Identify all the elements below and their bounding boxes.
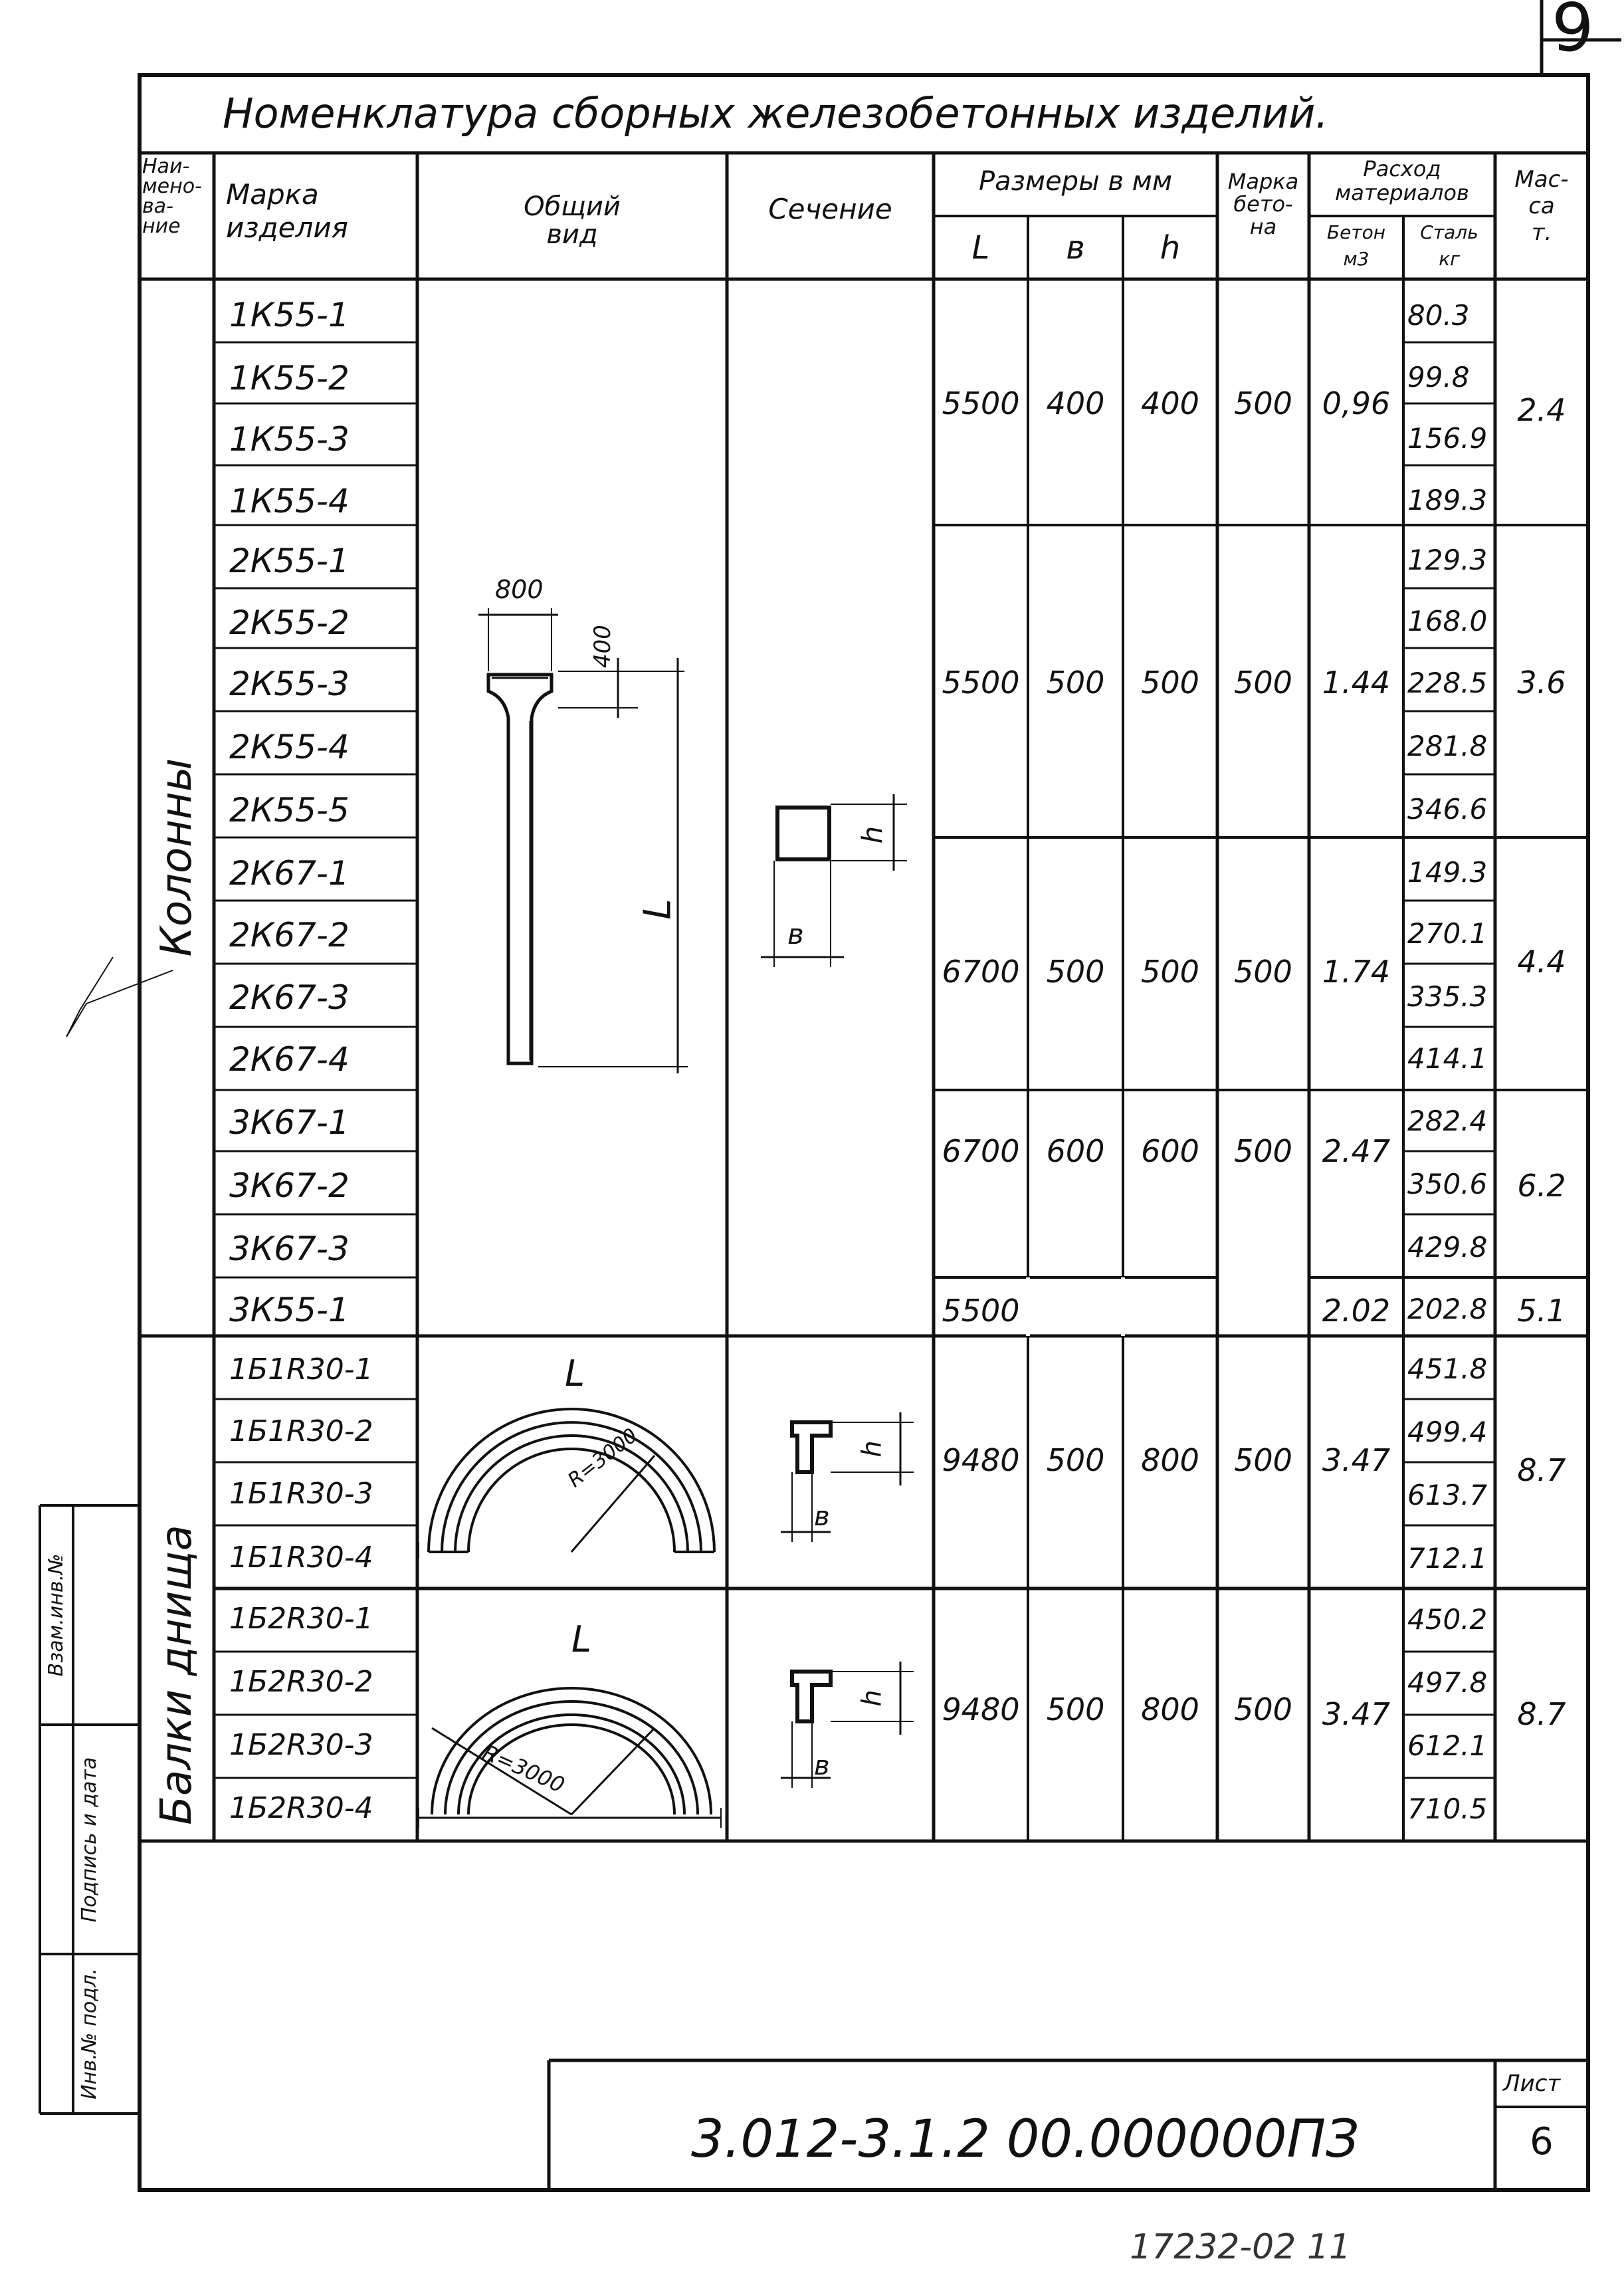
group-mass: 8.7 xyxy=(1517,1696,1566,1732)
sheet-number: 6 xyxy=(1530,2120,1554,2163)
bsec1-b-label: в xyxy=(814,1501,830,1532)
row-steel: 497.8 xyxy=(1407,1666,1488,1699)
row-steel: 281.8 xyxy=(1407,730,1488,762)
page-title: Номенклатура сборных железобетонных изделий. xyxy=(223,89,1329,138)
row-steel: 712.1 xyxy=(1407,1542,1488,1575)
row-mark: 1К55-4 xyxy=(229,482,350,520)
group-L: 9480 xyxy=(942,1691,1020,1727)
corner-number: 9 xyxy=(1552,0,1594,66)
bsec2-b-label: в xyxy=(814,1751,830,1781)
row-steel: 202.8 xyxy=(1407,1293,1488,1325)
row-steel: 80.3 xyxy=(1407,299,1470,332)
row-steel: 99.8 xyxy=(1407,361,1470,393)
group-label-columns: Колонны xyxy=(152,758,201,957)
stamp-signature-date: Подпись и дата xyxy=(78,1757,101,1923)
row-mark: 1Б1R30-1 xyxy=(229,1353,373,1386)
group-grade: 500 xyxy=(1234,385,1292,421)
row-steel: 450.2 xyxy=(1407,1603,1488,1636)
header-concrete: Бетон м3 xyxy=(1326,221,1386,270)
group-h: 800 xyxy=(1141,1691,1199,1727)
group-mass: 2.4 xyxy=(1517,392,1566,428)
beam2-L-label: L xyxy=(571,1618,592,1660)
group-mass: 4.4 xyxy=(1517,944,1566,980)
group-concrete: 3.47 xyxy=(1322,1696,1391,1732)
row-steel: 149.3 xyxy=(1407,856,1488,889)
beam1-section-drawing xyxy=(781,1412,914,1542)
row-steel: 282.4 xyxy=(1407,1105,1488,1137)
row-mark: 3К67-3 xyxy=(229,1230,350,1268)
row-mark: 2К55-1 xyxy=(229,542,350,580)
row-mark: 1Б2R30-4 xyxy=(229,1791,373,1825)
group-L: 6700 xyxy=(942,1133,1020,1169)
row-mark: 1К55-1 xyxy=(229,296,350,334)
group-L: 5500 xyxy=(942,1293,1020,1329)
footer-number: 17232-02 11 xyxy=(1130,2227,1352,2267)
header-consumption: Расход материалов xyxy=(1335,156,1469,205)
group-h: 500 xyxy=(1141,665,1199,701)
group-L: 9480 xyxy=(942,1442,1020,1478)
header-dims: Размеры в мм xyxy=(978,166,1172,197)
row-steel: 451.8 xyxy=(1407,1353,1488,1385)
group-b: 500 xyxy=(1046,665,1105,701)
group-concrete: 2.47 xyxy=(1322,1133,1391,1169)
col-L-label: L xyxy=(636,899,680,920)
column-section-drawing xyxy=(761,794,907,967)
header-steel: Сталь кг xyxy=(1420,221,1478,270)
group-concrete: 0,96 xyxy=(1322,385,1391,421)
group-mass: 5.1 xyxy=(1517,1293,1566,1329)
row-steel: 346.6 xyxy=(1407,793,1488,825)
row-steel: 228.5 xyxy=(1407,667,1488,699)
col-head-label: 400 xyxy=(589,625,616,668)
header-section: Сечение xyxy=(768,193,892,225)
row-mark: 2К55-2 xyxy=(229,603,350,642)
row-mark: 3К67-1 xyxy=(229,1103,350,1142)
group-grade: 500 xyxy=(1234,665,1292,701)
group-b: 500 xyxy=(1046,1691,1105,1727)
header-dim-L: L xyxy=(971,229,990,267)
row-steel: 350.6 xyxy=(1407,1168,1488,1200)
group-concrete: 1.44 xyxy=(1322,665,1391,701)
row-mark: 2К67-1 xyxy=(229,854,350,893)
row-steel: 335.3 xyxy=(1407,980,1488,1013)
column-view-drawing xyxy=(478,608,688,1073)
sec-h-label: h xyxy=(856,825,889,844)
group-mass: 8.7 xyxy=(1517,1452,1566,1488)
group-h: 400 xyxy=(1141,385,1199,421)
row-steel: 156.9 xyxy=(1407,422,1488,455)
row-mark: 3К67-2 xyxy=(229,1166,350,1205)
group-h: 600 xyxy=(1141,1133,1199,1169)
header-mark: Марка изделия xyxy=(226,178,348,244)
beam1-L-label: L xyxy=(565,1353,585,1394)
group-grade: 500 xyxy=(1234,1691,1292,1727)
beam1-R-label: R=3000 xyxy=(563,1424,643,1493)
row-mark: 2К55-3 xyxy=(229,665,350,703)
row-mark: 1Б1R30-2 xyxy=(229,1414,373,1448)
row-mark: 2К67-2 xyxy=(229,916,350,954)
group-h: 500 xyxy=(1141,954,1199,990)
row-mark: 1Б1R30-3 xyxy=(229,1477,373,1511)
col-width-label: 800 xyxy=(495,575,544,604)
row-steel: 270.1 xyxy=(1407,917,1488,950)
group-h: 800 xyxy=(1141,1442,1199,1478)
row-steel: 414.1 xyxy=(1407,1042,1488,1075)
stamp-inv-podl: Инв.№ подл. xyxy=(78,1968,101,2100)
row-mark: 1Б1R30-4 xyxy=(229,1541,373,1575)
row-steel: 168.0 xyxy=(1407,605,1488,637)
row-mark: 2К67-3 xyxy=(229,978,350,1017)
row-mark: 1Б2R30-3 xyxy=(229,1728,373,1762)
row-mark: 1Б2R30-1 xyxy=(229,1602,373,1636)
beam2-R-label: R=3000 xyxy=(478,1739,569,1799)
row-mark: 2К55-4 xyxy=(229,728,350,766)
row-steel: 129.3 xyxy=(1407,544,1488,576)
group-grade: 500 xyxy=(1234,1442,1292,1478)
beam2-drawing xyxy=(419,1688,721,1828)
sec-b-label: в xyxy=(787,918,804,950)
row-steel: 710.5 xyxy=(1407,1793,1488,1825)
beam2-section-drawing xyxy=(781,1662,914,1788)
header-dim-h: h xyxy=(1160,229,1181,267)
group-concrete: 2.02 xyxy=(1322,1293,1391,1329)
group-mass: 3.6 xyxy=(1517,665,1566,701)
bsec1-h-label: h xyxy=(857,1440,888,1458)
row-steel: 612.1 xyxy=(1407,1729,1488,1762)
group-concrete: 1.74 xyxy=(1322,954,1391,990)
group-b: 500 xyxy=(1046,1442,1105,1478)
group-b: 500 xyxy=(1046,954,1105,990)
group-L: 5500 xyxy=(942,385,1020,421)
row-mark: 3К55-1 xyxy=(229,1291,350,1329)
sheet-label: Лист xyxy=(1503,2070,1561,2097)
row-steel: 499.4 xyxy=(1407,1416,1488,1448)
beam1-drawing xyxy=(419,1409,714,1559)
row-mark: 1К55-3 xyxy=(229,420,350,459)
header-concrete-grade: Марка бето- на xyxy=(1227,169,1299,239)
row-mark: 1Б2R30-2 xyxy=(229,1665,373,1699)
row-steel: 189.3 xyxy=(1407,484,1488,516)
header-dim-b: в xyxy=(1066,229,1085,267)
header-name: Наи- мено- ва- ние xyxy=(142,155,202,238)
doc-code: 3.012-3.1.2 00.000000ПЗ xyxy=(691,2110,1360,2169)
group-mass: 6.2 xyxy=(1517,1168,1566,1204)
row-mark: 2К55-5 xyxy=(229,791,350,829)
row-mark: 1К55-2 xyxy=(229,359,350,397)
row-steel: 429.8 xyxy=(1407,1231,1488,1263)
group-b: 400 xyxy=(1046,385,1105,421)
group-grade: 500 xyxy=(1234,954,1292,990)
group-L: 5500 xyxy=(942,665,1020,701)
row-mark: 2К67-4 xyxy=(229,1040,350,1079)
group-b: 600 xyxy=(1046,1133,1105,1169)
group-grade: 500 xyxy=(1234,1133,1292,1169)
bsec2-h-label: h xyxy=(857,1690,888,1707)
header-view: Общий вид xyxy=(524,191,621,250)
group-L: 6700 xyxy=(942,954,1020,990)
header-mass: Мас- са т. xyxy=(1514,166,1569,246)
row-steel: 613.7 xyxy=(1407,1479,1488,1511)
group-label-beams: Балки днища xyxy=(152,1525,201,1825)
stamp-vzam-inv: Взам.инв.№ xyxy=(45,1553,68,1677)
group-concrete: 3.47 xyxy=(1322,1442,1391,1478)
